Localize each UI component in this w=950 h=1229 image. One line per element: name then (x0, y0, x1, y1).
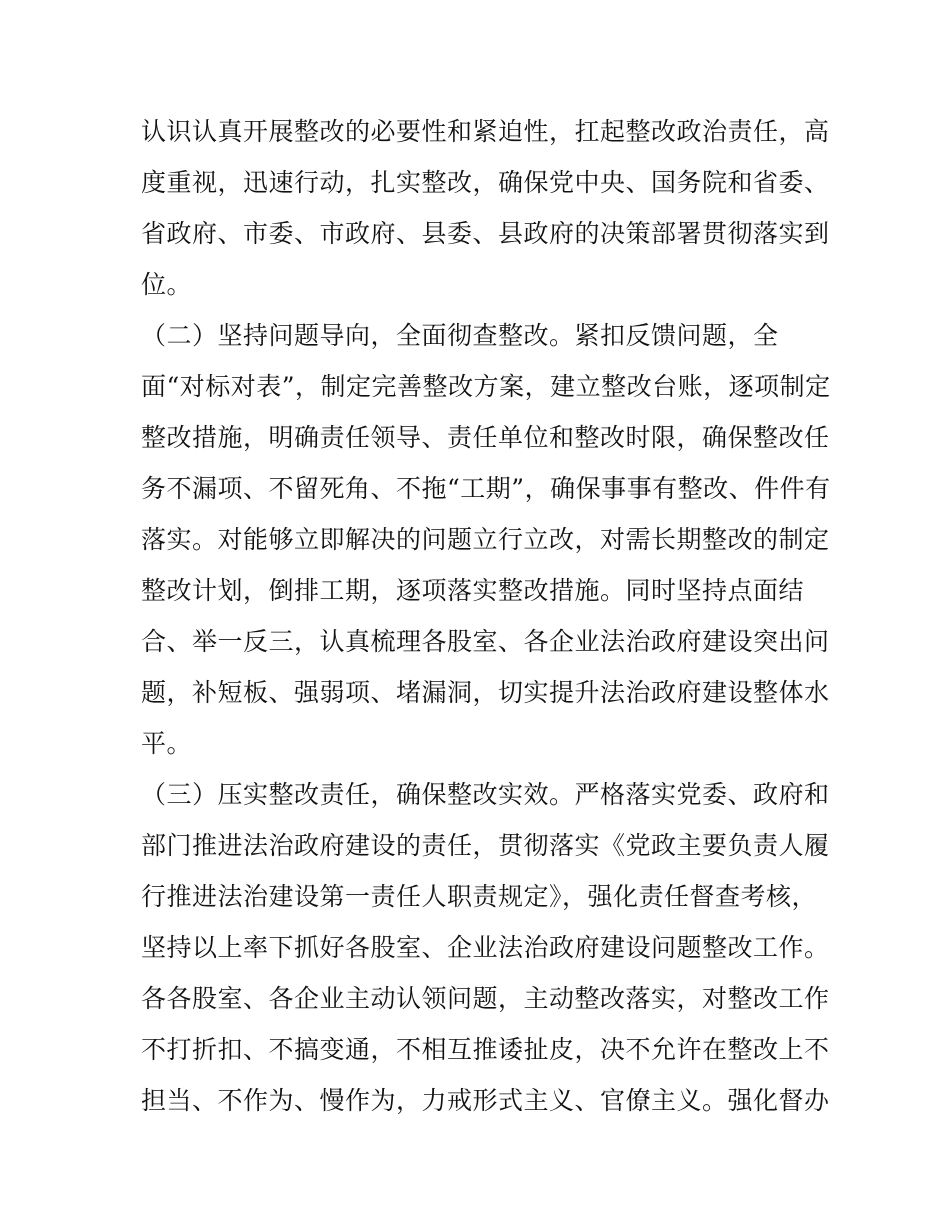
text-line: 担当、不作为、慢作为，力戒形式主义、官僚主义。强化督办 (141, 1086, 830, 1115)
section-heading-line: （二）坚持问题导向，全面彻查整改。紧扣反馈问题，全 (141, 321, 779, 350)
text-line: 部门推进法治政府建设的责任，贯彻落实《党政主要负责人履 (141, 831, 830, 860)
text-line: 合、举一反三，认真梳理各股室、各企业法治政府建设突出问 (141, 627, 830, 656)
text-line: 整改计划，倒排工期，逐项落实整改措施。同时坚持点面结 (141, 576, 805, 605)
text-line: 各各股室、各企业主动认领问题，主动整改落实，对整改工作 (141, 984, 830, 1013)
section-heading-line: （三）压实整改责任，确保整改实效。严格落实党委、政府和 (141, 780, 830, 809)
text-line: 省政府、市委、市政府、县委、县政府的决策部署贯彻落实到 (141, 219, 830, 248)
text-line: 面“对标对表”，制定完善整改方案，建立整改台账，逐项制定 (141, 372, 831, 401)
text-line: 度重视，迅速行动，扎实整改，确保党中央、国务院和省委、 (141, 168, 830, 197)
text-line: 不打折扣、不搞变通，不相互推诿扯皮，决不允许在整改上不 (141, 1035, 830, 1064)
text-line: 位。 (141, 270, 193, 299)
text-line: 落实。对能够立即解决的问题立行立改，对需长期整改的制定 (141, 525, 830, 554)
text-line: 题，补短板、强弱项、堵漏洞，切实提升法治政府建设整体水 (141, 678, 830, 707)
text-line: 认识认真开展整改的必要性和紧迫性，扛起整改政治责任，高 (141, 117, 830, 146)
text-line: 整改措施，明确责任领导、责任单位和整改时限，确保整改任 (141, 423, 830, 452)
document-body (141, 106, 831, 1126)
text-line: 坚持以上率下抓好各股室、企业法治政府建设问题整改工作。 (141, 933, 830, 962)
text-line: 行推进法治建设第一责任人职责规定》，强化责任督查考核， (141, 882, 818, 911)
text-line: 平。 (141, 729, 193, 758)
text-line: 务不漏项、不留死角、不拖“工期”，确保事事有整改、件件有 (141, 474, 831, 503)
